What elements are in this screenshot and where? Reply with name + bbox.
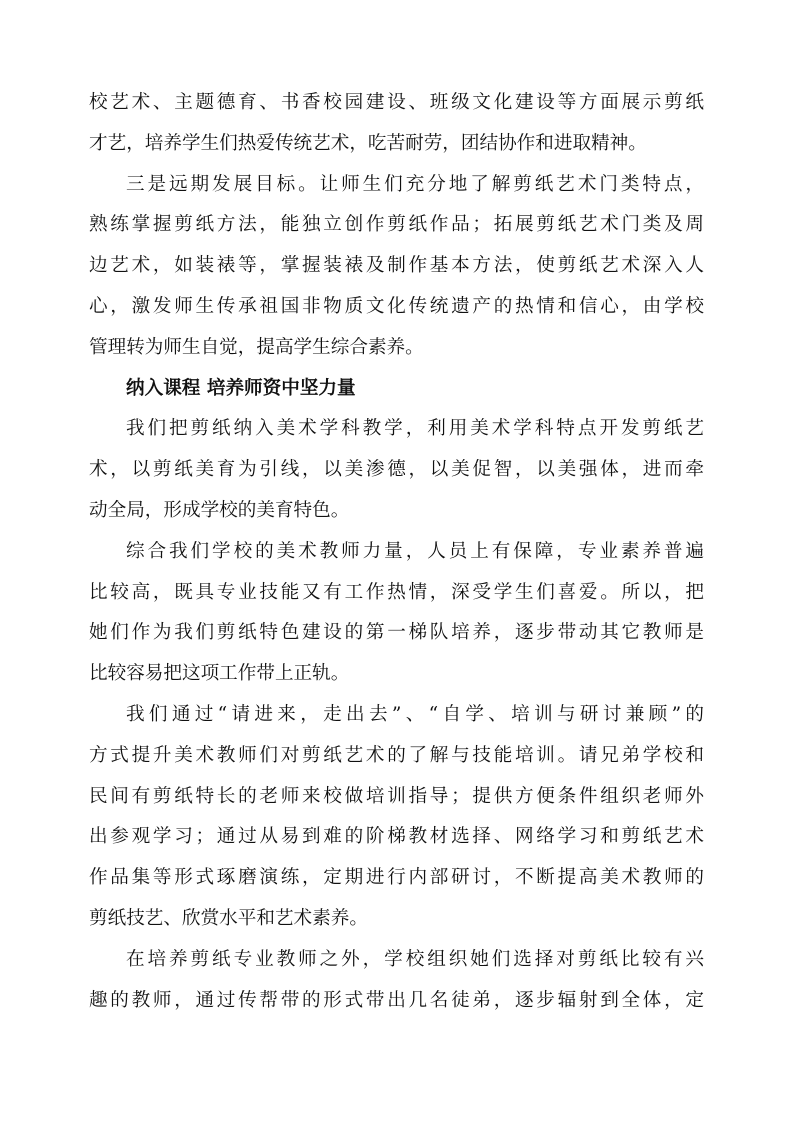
text-line: 心，激发师生传承祖国非物质文化传统遗产的热情和信心，由学校 <box>89 295 704 317</box>
text-line: 三是远期发展目标。让师生们充分地了解剪纸艺术门类特点， <box>126 173 704 195</box>
text-line: 趣的教师，通过传帮带的形式带出几名徒弟，逐步辐射到全体，定 <box>89 989 704 1011</box>
text-line: 民间有剪纸特长的老师来校做培训指导；提供方便条件组织老师外 <box>89 785 704 807</box>
text-line: 动全局，形成学校的美育特色。 <box>89 499 350 521</box>
text-line: 比较高，既具专业技能又有工作热情，深受学生们喜爱。所以，把 <box>89 581 704 603</box>
text-line: 熟练掌握剪纸方法，能独立创作剪纸作品；拓展剪纸艺术门类及周 <box>89 214 704 236</box>
text-line: 校艺术、主题德育、书香校园建设、班级文化建设等方面展示剪纸 <box>89 92 704 113</box>
document-body <box>89 83 704 1021</box>
text-line: 方式提升美术教师们对剪纸艺术的了解与技能培训。请兄弟学校和 <box>89 744 704 766</box>
text-line: 才艺，培养学生们热爱传统艺术，吃苦耐劳，团结协作和进取精神。 <box>89 132 647 154</box>
text-line: 在培养剪纸专业教师之外，学校组织她们选择对剪纸比较有兴 <box>126 948 704 970</box>
text-line: 边艺术，如装裱等，掌握装裱及制作基本方法，使剪纸艺术深入人 <box>89 255 704 277</box>
text-line: 出参观学习；通过从易到难的阶梯教材选择、网络学习和剪纸艺术 <box>89 826 704 848</box>
section-heading: 纳入课程 培养师资中坚力量 <box>126 377 356 399</box>
text-line: 比较容易把这项工作带上正轨。 <box>89 663 350 685</box>
text-line: 剪纸技艺、欣赏水平和艺术素养。 <box>89 907 368 929</box>
text-line: 我们把剪纸纳入美术学科教学，利用美术学科特点开发剪纸艺 <box>126 418 704 440</box>
text-line: 我们通过“请进来，走出去”、“自学、培训与研讨兼顾”的 <box>126 703 704 725</box>
text-line: 作品集等形式琢磨演练，定期进行内部研讨，不断提高美术教师的 <box>89 867 704 889</box>
text-line: 管理转为师生自觉，提高学生综合素养。 <box>89 336 424 358</box>
text-line: 综合我们学校的美术教师力量，人员上有保障，专业素养普遍 <box>126 540 704 562</box>
text-line: 术，以剪纸美育为引线，以美渗德，以美促智，以美强体，进而牵 <box>89 459 704 481</box>
text-line: 她们作为我们剪纸特色建设的第一梯队培养，逐步带动其它教师是 <box>89 622 704 644</box>
